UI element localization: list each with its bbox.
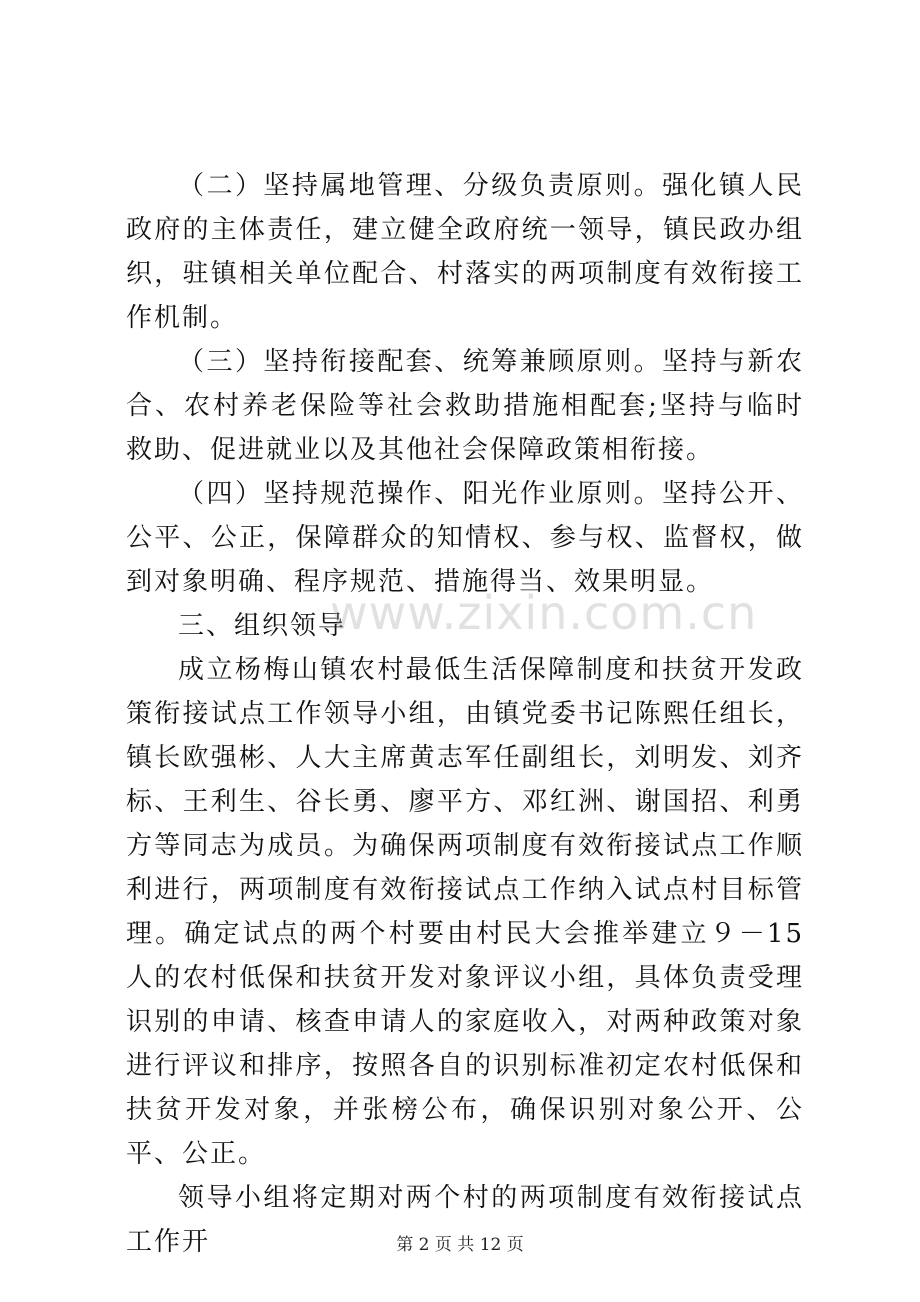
paragraph-principle-2: （二）坚持属地管理、分级负责原则。强化镇人民政府的主体责任，建立健全政府统一领导，镇民政办组织，驻镇相关单位配合、村落实的两项制度有效衔接工作机制。	[126, 171, 804, 333]
section-heading: 三、组织领导	[178, 611, 347, 641]
page-number-footer: 第 2 页 共 12 页	[396, 1235, 524, 1255]
document-body	[126, 164, 804, 1264]
watermark: www.zixin.com.cn	[330, 586, 758, 640]
paragraph-leadership-review: 领导小组将定期对两个村的两项制度有效衔接试点工作开	[126, 1183, 804, 1257]
paragraph-principle-3: （三）坚持衔接配套、统筹兼顾原则。坚持与新农合、农村养老保险等社会救助措施相配套;坚持与临时救助、促进就业以及其他社会保障政策相衔接。	[126, 347, 804, 465]
paragraph-leadership-group: 成立杨梅山镇农村最低生活保障制度和扶贫开发政策衔接试点工作领导小组，由镇党委书记陈熙任组长，镇长欧强彬、人大主席黄志军任副组长，刘明发、刘齐标、王利生、谷长勇、廖平方、邓红洲、谢国招、利勇方等同志为成员。为确保两项制度有效衔接试点工作顺利进行，两项制度有效衔接试点工作纳入试点村目标管理。确定试点的两个村要由村民大会推举建立９－15人的农村低保和扶贫开发对象评议小组，具体负责受理识别的申请、核查申请人的家庭收入，对两种政策对象进行评议和排序，按照各自的识别标准初定农村低保和扶贫开发对象，并张榜公布，确保识别对象公开、公平、公正。	[126, 655, 804, 1169]
paragraph-principle-4: （四）坚持规范操作、阳光作业原则。坚持公开、公平、公正，保障群众的知情权、参与权、监督权，做到对象明确、程序规范、措施得当、效果明显。	[126, 479, 804, 597]
